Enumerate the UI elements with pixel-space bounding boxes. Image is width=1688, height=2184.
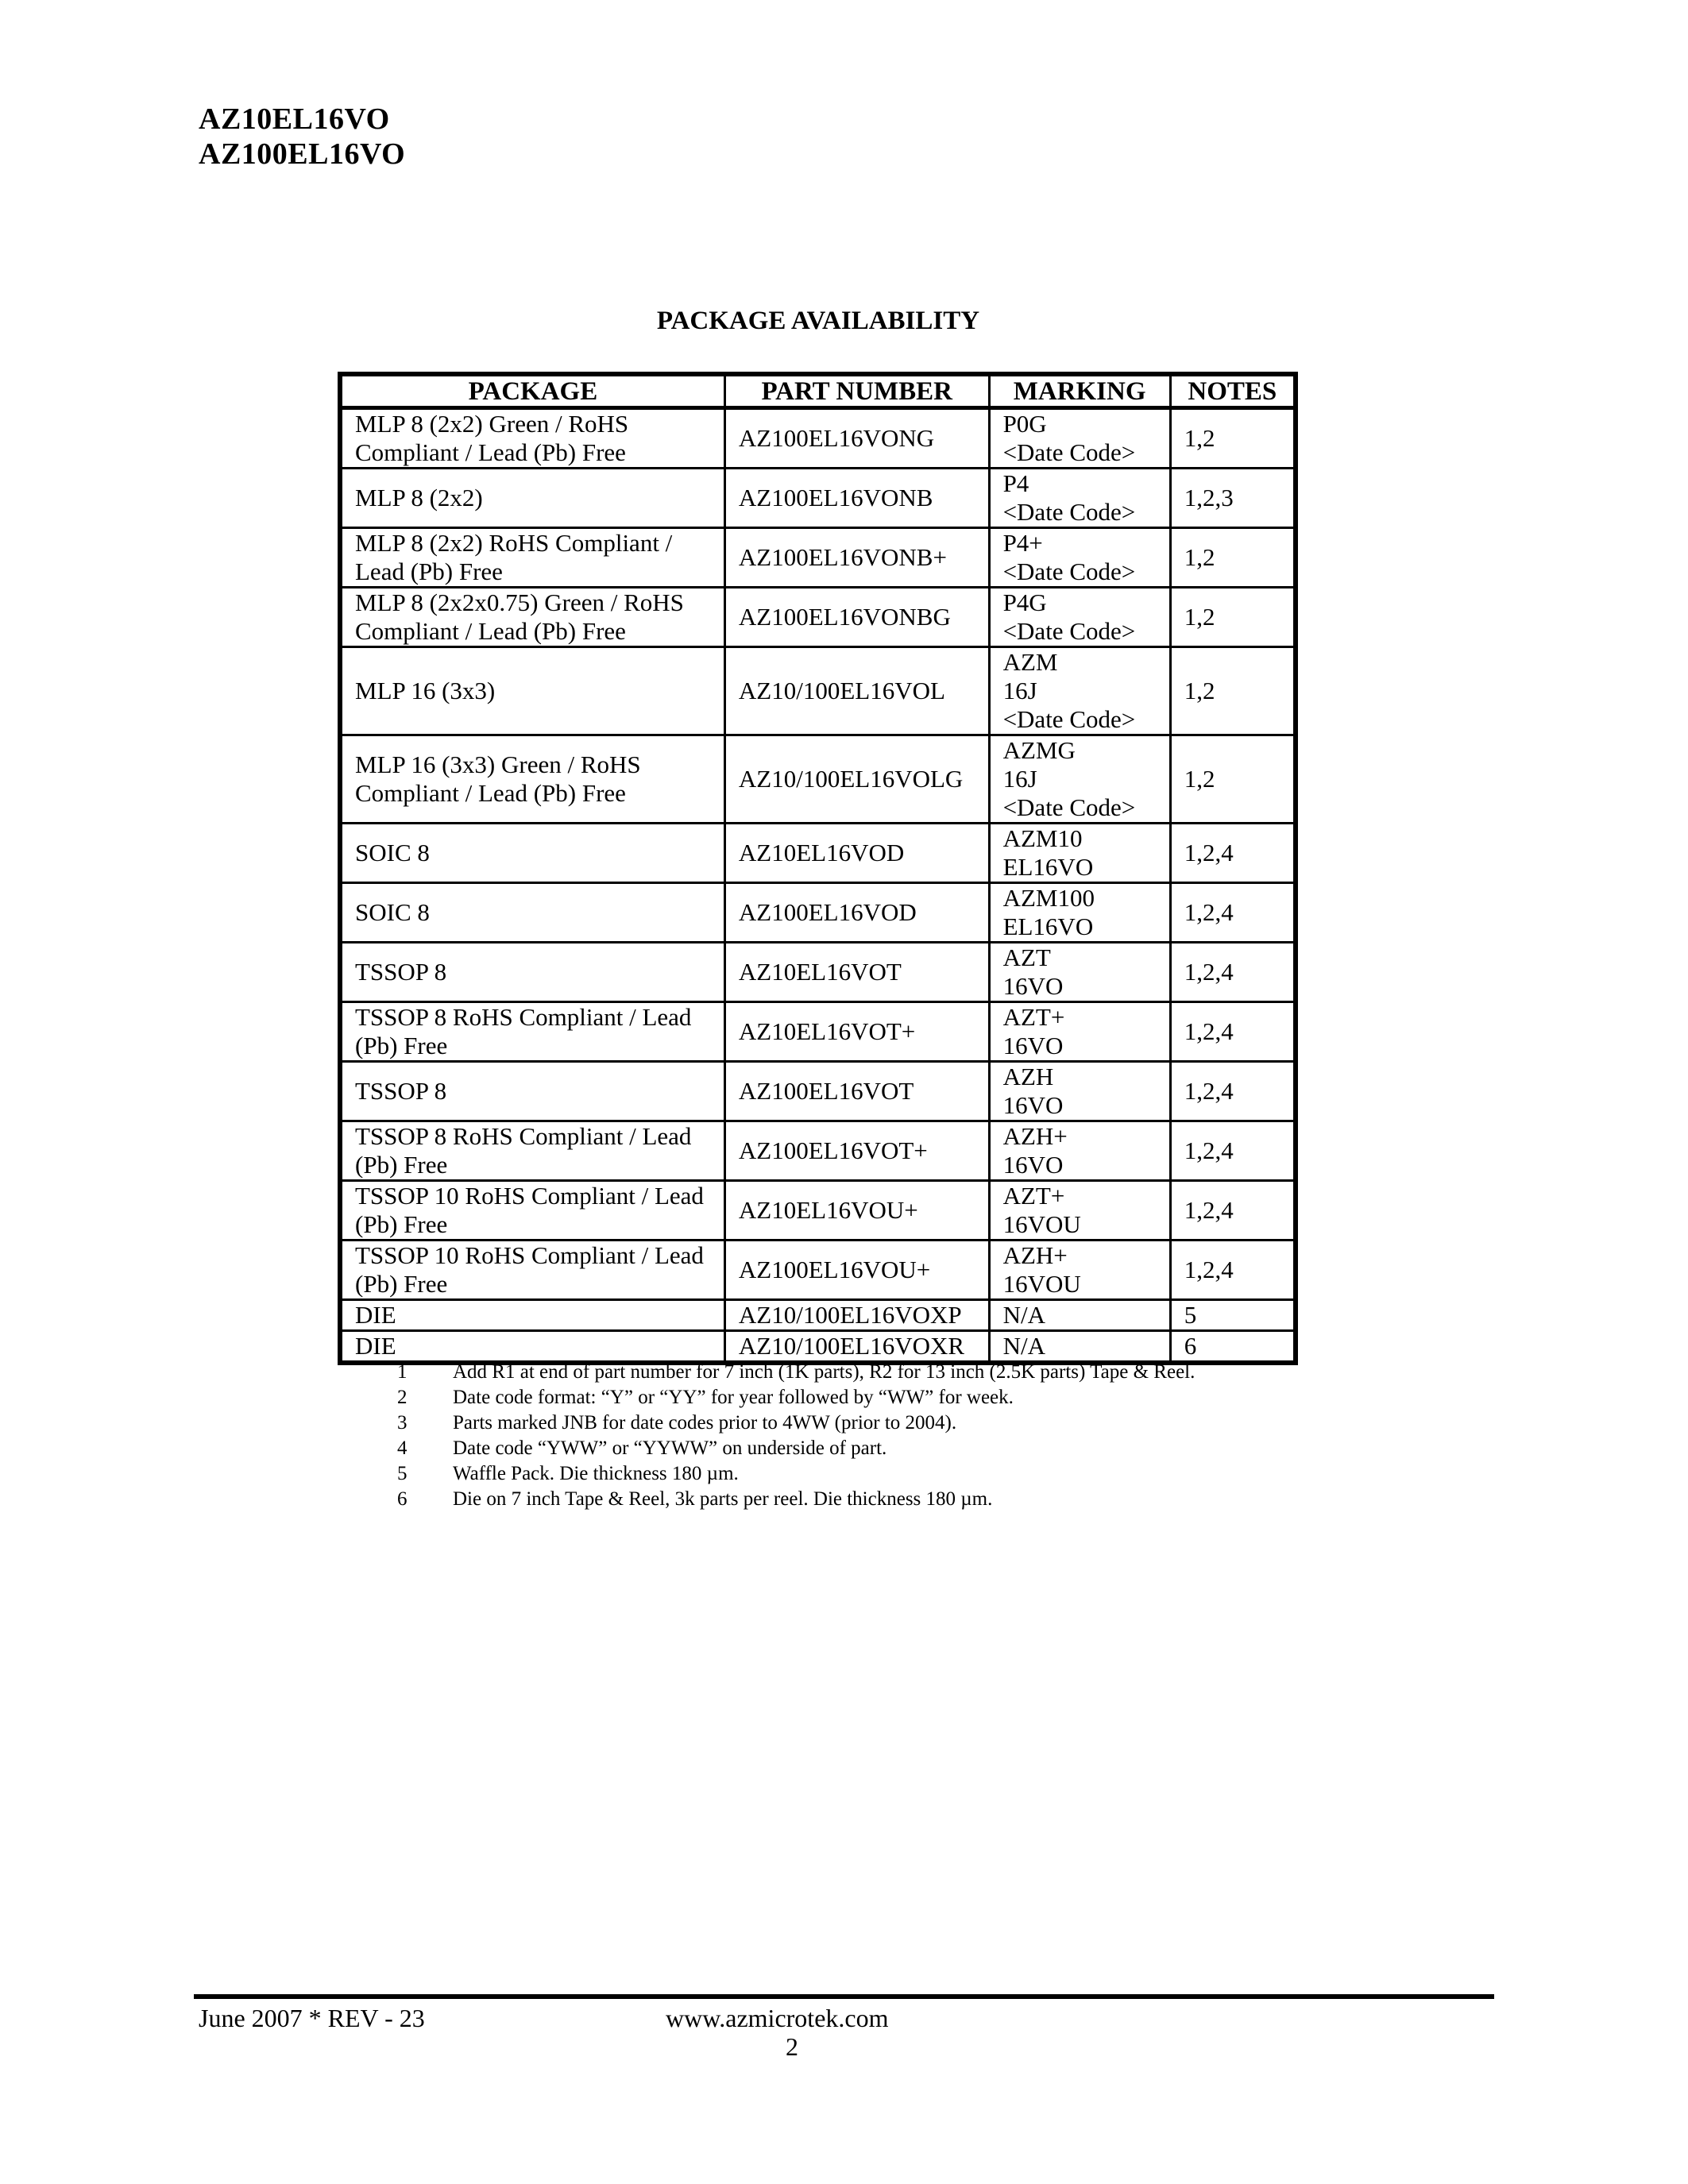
cell-notes: 1,2,4	[1170, 1002, 1296, 1062]
marking-line: AZM	[1002, 648, 1058, 676]
marking-line: 16VO	[1002, 1091, 1064, 1119]
package-availability-table	[338, 372, 1298, 1365]
marking-line: EL16VO	[1002, 853, 1094, 881]
marking-line: AZH+	[1002, 1241, 1068, 1269]
package-line: Compliant / Lead (Pb) Free	[355, 779, 626, 807]
marking-line: <Date Code>	[1002, 793, 1136, 821]
marking-line: 16J	[1002, 677, 1037, 704]
cell-part-number: AZ100EL16VOU+	[724, 1241, 989, 1300]
cell-package	[340, 1241, 724, 1300]
package-line: MLP 8 (2x2x0.75) Green / RoHS	[355, 588, 684, 616]
package-line: (Pb) Free	[355, 1151, 448, 1179]
marking-line: 16VO	[1002, 1032, 1064, 1059]
footnote-item	[397, 1487, 1195, 1512]
package-line: TSSOP 8	[355, 1077, 447, 1105]
cell-package	[340, 883, 724, 943]
marking-line: AZMG	[1002, 736, 1076, 764]
package-line: Lead (Pb) Free	[355, 558, 503, 585]
footer-date-revision: June 2007 * REV - 23	[199, 2004, 425, 2032]
package-line: MLP 16 (3x3) Green / RoHS	[355, 751, 641, 778]
marking-line: AZT+	[1002, 1003, 1065, 1031]
footnote-item	[397, 1385, 1195, 1410]
cell-marking	[989, 1002, 1170, 1062]
cell-package	[340, 647, 724, 735]
footnote-item	[397, 1461, 1195, 1487]
document-title-line1: AZ10EL16VO	[199, 102, 390, 136]
footnote-text: Parts marked JNB for date codes prior to 4WW (prior to 2004).	[453, 1412, 957, 1433]
marking-line: AZT	[1002, 943, 1051, 971]
marking-line: AZT+	[1002, 1182, 1065, 1210]
cell-package	[340, 1300, 724, 1331]
marking-line: P4+	[1002, 529, 1043, 557]
package-line: (Pb) Free	[355, 1270, 448, 1298]
cell-package	[340, 943, 724, 1002]
marking-line: AZM100	[1002, 884, 1095, 912]
column-header-marking: MARKING	[989, 374, 1170, 408]
cell-marking	[989, 1331, 1170, 1364]
cell-marking	[989, 1181, 1170, 1241]
footnote-number: 6	[397, 1488, 408, 1510]
table-row	[340, 824, 1296, 883]
cell-marking	[989, 588, 1170, 647]
marking-line: AZM10	[1002, 824, 1083, 852]
section-title: PACKAGE AVAILABILITY	[656, 307, 980, 335]
footer-website-link[interactable]: www.azmicrotek.com	[666, 2004, 889, 2032]
cell-marking	[989, 1300, 1170, 1331]
package-line: TSSOP 8 RoHS Compliant / Lead	[355, 1003, 692, 1031]
package-line: SOIC 8	[355, 839, 430, 866]
table-row	[340, 735, 1296, 824]
package-line: Compliant / Lead (Pb) Free	[355, 438, 626, 466]
table-row	[340, 1062, 1296, 1121]
package-line: DIE	[355, 1301, 396, 1329]
cell-package	[340, 588, 724, 647]
package-line: (Pb) Free	[355, 1210, 448, 1238]
marking-line: 16VO	[1002, 1151, 1064, 1179]
package-line: MLP 8 (2x2) Green / RoHS	[355, 410, 629, 438]
cell-package	[340, 1062, 724, 1121]
cell-marking	[989, 1062, 1170, 1121]
cell-notes: 1,2,4	[1170, 824, 1296, 883]
table-body	[340, 408, 1296, 1364]
cell-part-number: AZ10EL16VOU+	[724, 1181, 989, 1241]
package-line: MLP 16 (3x3)	[355, 677, 496, 704]
footnote-number: 5	[397, 1463, 408, 1484]
cell-notes: 1,2,4	[1170, 943, 1296, 1002]
table-row	[340, 528, 1296, 588]
column-header-package: PACKAGE	[340, 374, 724, 408]
cell-marking	[989, 528, 1170, 588]
footnotes-list	[397, 1360, 1195, 1512]
cell-part-number: AZ10EL16VOD	[724, 824, 989, 883]
cell-marking	[989, 943, 1170, 1002]
marking-line: 16VOU	[1002, 1210, 1081, 1238]
cell-notes: 1,2,3	[1170, 469, 1296, 528]
marking-line: <Date Code>	[1002, 498, 1136, 526]
cell-part-number: AZ100EL16VONB	[724, 469, 989, 528]
marking-line: AZH	[1002, 1063, 1054, 1090]
footnote-item	[397, 1410, 1195, 1436]
cell-part-number: AZ100EL16VOD	[724, 883, 989, 943]
cell-part-number: AZ10/100EL16VOXR	[724, 1331, 989, 1364]
package-line: Compliant / Lead (Pb) Free	[355, 617, 626, 645]
table-row	[340, 883, 1296, 943]
package-line: MLP 8 (2x2) RoHS Compliant /	[355, 529, 673, 557]
cell-part-number: AZ10/100EL16VOL	[724, 647, 989, 735]
marking-line: 16J	[1002, 765, 1037, 793]
cell-part-number: AZ100EL16VOT	[724, 1062, 989, 1121]
footnote-number: 3	[397, 1412, 408, 1433]
footnote-text: Date code format: “Y” or “YY” for year followed by “WW” for week.	[453, 1387, 1014, 1408]
cell-marking	[989, 824, 1170, 883]
footnote-number: 2	[397, 1387, 408, 1408]
cell-package	[340, 1331, 724, 1364]
cell-part-number: AZ10/100EL16VOXP	[724, 1300, 989, 1331]
package-line: (Pb) Free	[355, 1032, 448, 1059]
cell-notes: 6	[1170, 1331, 1296, 1364]
package-line: TSSOP 8	[355, 958, 447, 986]
marking-line: P4	[1002, 469, 1029, 497]
cell-marking	[989, 408, 1170, 469]
marking-line: <Date Code>	[1002, 438, 1136, 466]
marking-line: <Date Code>	[1002, 705, 1136, 733]
package-line: TSSOP 8 RoHS Compliant / Lead	[355, 1122, 692, 1150]
cell-notes: 1,2,4	[1170, 1241, 1296, 1300]
footnote-text: Date code “YWW” or “YYWW” on underside of part.	[453, 1437, 887, 1459]
cell-part-number: AZ100EL16VONBG	[724, 588, 989, 647]
marking-line: AZH+	[1002, 1122, 1068, 1150]
table-row	[340, 469, 1296, 528]
marking-line: EL16VO	[1002, 913, 1094, 940]
package-line: MLP 8 (2x2)	[355, 484, 483, 511]
cell-package	[340, 824, 724, 883]
package-line: DIE	[355, 1332, 396, 1360]
cell-package	[340, 469, 724, 528]
table-row	[340, 943, 1296, 1002]
footnote-text: Add R1 at end of part number for 7 inch (1K parts), R2 for 13 inch (2.5K parts) Tape & Reel.	[453, 1361, 1196, 1383]
table-row	[340, 1300, 1296, 1331]
footnote-item	[397, 1436, 1195, 1461]
footnote-text: Die on 7 inch Tape & Reel, 3k parts per reel. Die thickness 180 µm.	[453, 1488, 993, 1510]
marking-line: P4G	[1002, 588, 1047, 616]
marking-line: <Date Code>	[1002, 617, 1136, 645]
cell-package	[340, 528, 724, 588]
cell-notes: 1,2,4	[1170, 1181, 1296, 1241]
table-row	[340, 1181, 1296, 1241]
page-number: 2	[786, 2032, 798, 2061]
cell-package	[340, 1121, 724, 1181]
package-line: TSSOP 10 RoHS Compliant / Lead	[355, 1182, 704, 1210]
marking-line: 16VOU	[1002, 1270, 1081, 1298]
table-row	[340, 1331, 1296, 1364]
cell-notes: 1,2,4	[1170, 1062, 1296, 1121]
marking-line: <Date Code>	[1002, 558, 1136, 585]
column-header-part-number: PART NUMBER	[724, 374, 989, 408]
table-row	[340, 408, 1296, 469]
cell-part-number: AZ10/100EL16VOLG	[724, 735, 989, 824]
cell-notes: 1,2	[1170, 647, 1296, 735]
cell-notes: 1,2,4	[1170, 1121, 1296, 1181]
package-line: TSSOP 10 RoHS Compliant / Lead	[355, 1241, 704, 1269]
cell-marking	[989, 735, 1170, 824]
cell-notes: 1,2	[1170, 528, 1296, 588]
table-row	[340, 647, 1296, 735]
cell-marking	[989, 1121, 1170, 1181]
marking-line: N/A	[1002, 1301, 1045, 1329]
cell-marking	[989, 883, 1170, 943]
footnote-item	[397, 1360, 1195, 1385]
cell-part-number: AZ10EL16VOT	[724, 943, 989, 1002]
cell-notes: 1,2	[1170, 408, 1296, 469]
cell-notes: 1,2,4	[1170, 883, 1296, 943]
document-title-line2: AZ100EL16VO	[199, 137, 406, 171]
table-row	[340, 1002, 1296, 1062]
table-header-row	[340, 374, 1296, 408]
footnote-text: Waffle Pack. Die thickness 180 µm.	[453, 1463, 739, 1484]
cell-part-number: AZ100EL16VONG	[724, 408, 989, 469]
cell-marking	[989, 647, 1170, 735]
cell-notes: 1,2	[1170, 588, 1296, 647]
cell-package	[340, 1181, 724, 1241]
cell-part-number: AZ10EL16VOT+	[724, 1002, 989, 1062]
footnote-number: 1	[397, 1361, 408, 1383]
table-row	[340, 1241, 1296, 1300]
cell-notes: 1,2	[1170, 735, 1296, 824]
cell-marking	[989, 1241, 1170, 1300]
cell-package	[340, 1002, 724, 1062]
marking-line: P0G	[1002, 410, 1047, 438]
table-row	[340, 588, 1296, 647]
marking-line: 16VO	[1002, 972, 1064, 1000]
package-line: SOIC 8	[355, 898, 430, 926]
cell-notes: 5	[1170, 1300, 1296, 1331]
cell-part-number: AZ100EL16VONB+	[724, 528, 989, 588]
cell-part-number: AZ100EL16VOT+	[724, 1121, 989, 1181]
column-header-notes: NOTES	[1170, 374, 1296, 408]
footnote-number: 4	[397, 1437, 408, 1459]
table-row	[340, 1121, 1296, 1181]
marking-line: N/A	[1002, 1332, 1045, 1360]
footer-divider	[194, 1994, 1494, 1999]
cell-package	[340, 408, 724, 469]
cell-marking	[989, 469, 1170, 528]
cell-package	[340, 735, 724, 824]
